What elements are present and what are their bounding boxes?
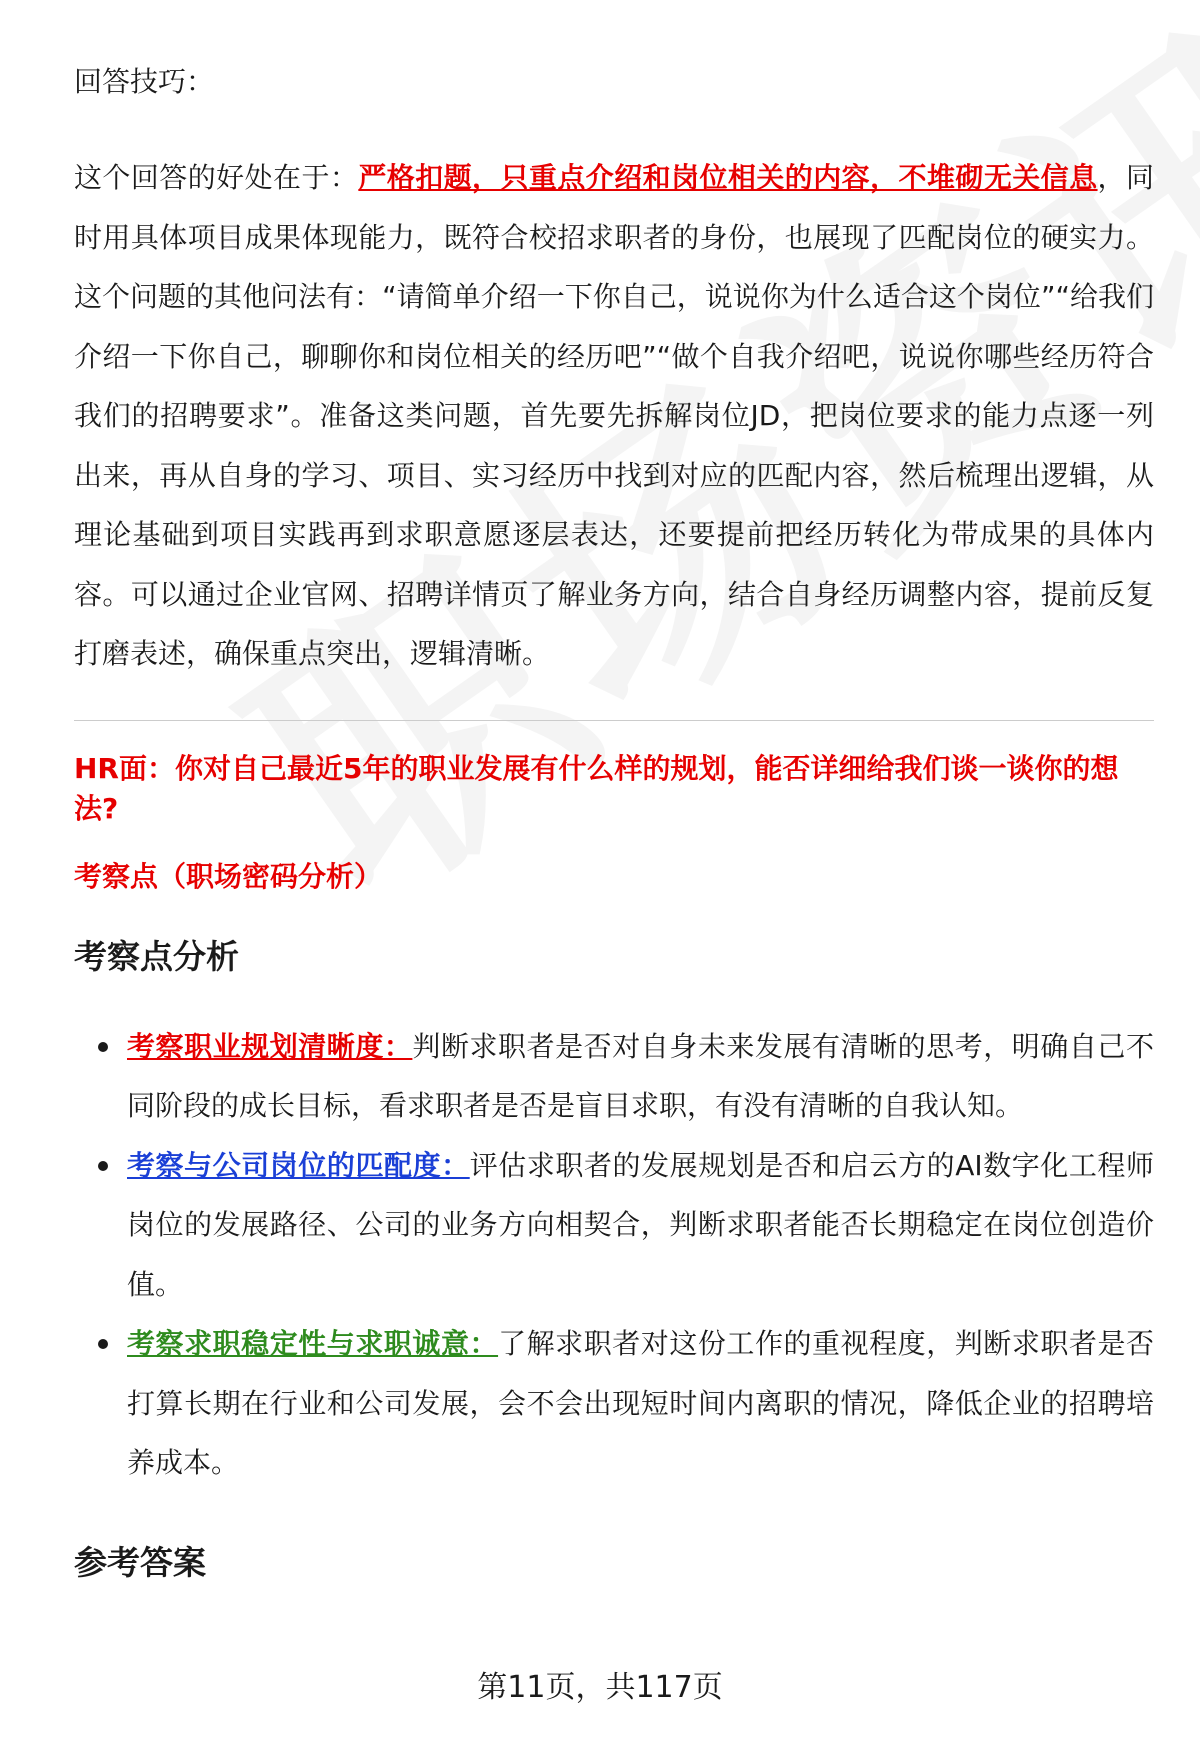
point-text: 判断求职者是否对自身未来发展有清晰的思考，明确自己不同阶段的成长目标，看求职者是否是盲目求职，有没有清晰的自我认知。 [127,1029,1154,1122]
bullet-icon [98,1042,108,1052]
analysis-point-3 [127,1314,1154,1493]
analysis-points [74,1017,1154,1493]
analysis-point-2 [127,1136,1154,1315]
point-text: 了解求职者对这份工作的重视程度，判断求职者是否打算长期在行业和公司发展，会不会出现短时间内离职的情况，降低企业的招聘培养成本。 [127,1327,1154,1479]
point-label: 考察求职稳定性与求职诚意： [127,1327,499,1360]
point-label: 考察职业规划清晰度： [127,1029,413,1063]
point-text: 评估求职者的发展规划是否和启云方的AI数字化工程师岗位的发展路径、公司的业务方向相契合，判断求职者能否长期稳定在岗位创造价值。 [127,1148,1154,1301]
point-label: 考察与公司岗位的匹配度： [127,1148,470,1182]
section-divider [74,720,1154,721]
page-content [74,60,1154,1623]
bullet-icon [98,1161,108,1171]
analysis-title: 考察点分析 [74,936,239,976]
sub-heading: 考察点（职场密码分析） [74,859,383,893]
answer-paragraph [74,148,1154,684]
answer-highlight: 严格扣题，只重点介绍和岗位相关的内容，不堆砌无关信息 [358,161,1098,194]
answer-rest: ，同时用具体项目成果体现能力，既符合校招求职者的身份，也展现了匹配岗位的硬实力。这个问题的其他问法有：“请简单介绍一下你自己，说说你为什么适合这个岗位”“给我们介绍一下你自己，聊聊你和岗位相关的经历吧”“做个自我介绍吧，说说你哪些经历符合我们的招聘要求”。准备这类问题，首先要先拆解岗位JD，把岗位要求的能力点逐一列出来，再从自身的学习、项目、实习经历中找到对应的匹配内容，然后梳理出逻辑，从理论基础到项目实践再到求职意愿逐层表达，还要提前把经历转化为带成果的具体内容。可以通过企业官网、招聘详情页了解业务方向，结合自身经历调整内容，提前反复打磨表述，确保重点突出，逻辑清晰。 [74,161,1154,670]
reference-answer-title: 参考答案 [74,1542,206,1582]
page-number: 第11页，共117页 [477,1670,723,1705]
tips-label: 回答技巧： [74,65,215,98]
analysis-point-1 [127,1017,1154,1136]
answer-intro: 这个回答的好处在于： [74,161,359,194]
bullet-icon [98,1339,108,1349]
question-heading: HR面：你对自己最近5年的职业发展有什么样的规划，能否详细给我们谈一谈你的想法? [74,751,1119,825]
